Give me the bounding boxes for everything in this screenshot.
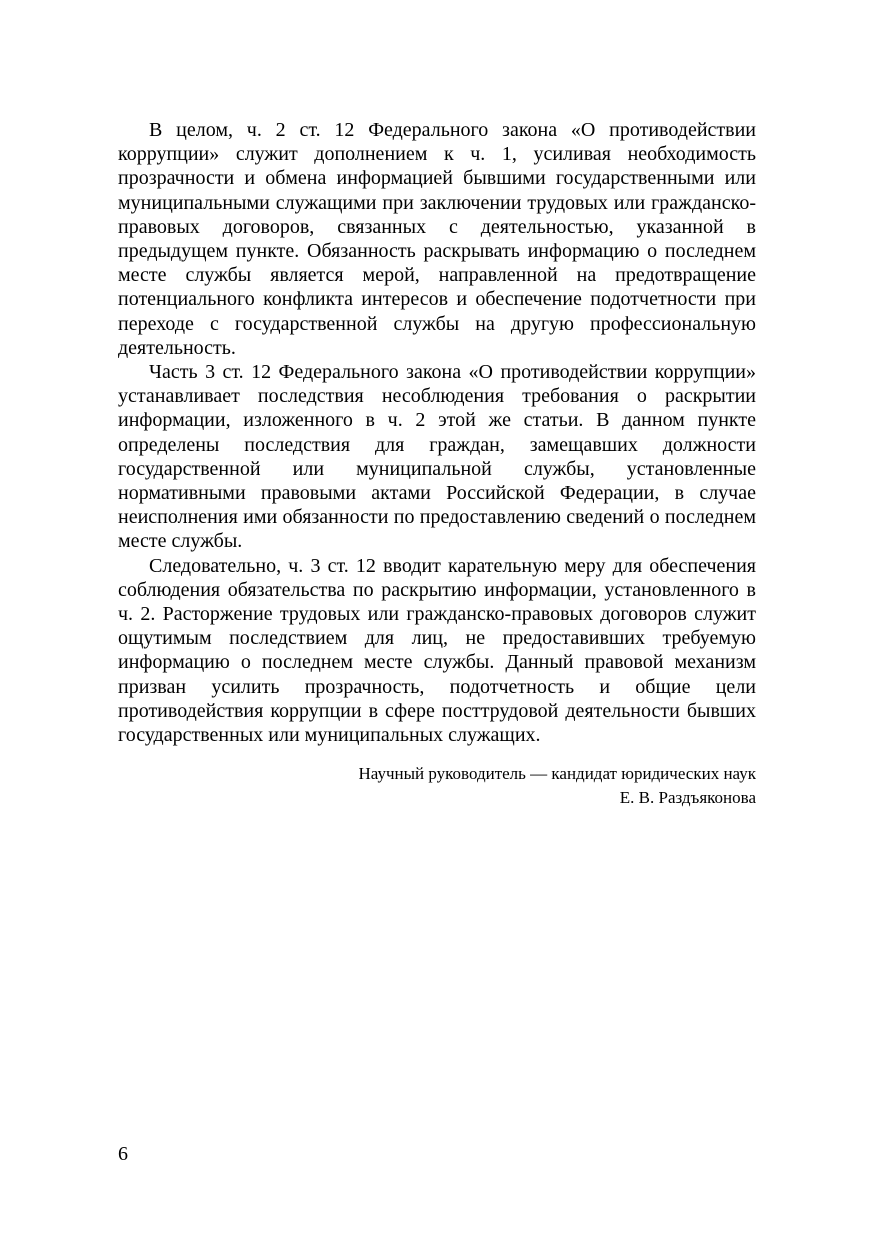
paragraph-2: Часть 3 ст. 12 Федерального закона «О противодействии коррупции» устанавливает последствия несоблюдения требования о раскрытии информации, изложенного в ч. 2 этой же статьи. В данном пункте определены последствия для граждан, замещавших должности государственной или муниципальной службы, установленные нормативными правовыми актами Российской Федерации, в случае неисполнения ими обязанности по предоставлению сведений о последнем месте службы. <box>118 361 756 553</box>
signature-block <box>118 762 756 810</box>
page-number: 6 <box>118 1143 128 1165</box>
paragraph-1: В целом, ч. 2 ст. 12 Федерального закона «О противодействии коррупции» служит дополнением к ч. 1, усиливая необходимость прозрачности и обмена информацией бывшими государственными или муниципальными служащими при заключении трудовых или гражданско-правовых договоров, связанных с деятельностью, указанной в предыдущем пункте. Обязанность раскрывать информацию о последнем месте службы является мерой, направленной на предотвращение потенциального конфликта интересов и обеспечение подотчетности при переходе с государственной службы на другую профессиональную деятельность. <box>118 119 756 359</box>
advisor-title: Научный руководитель — кандидат юридических наук <box>358 764 756 783</box>
body-text <box>118 118 756 747</box>
advisor-name: Е. В. Раздъяконова <box>619 788 756 807</box>
paragraph-3: Следовательно, ч. 3 ст. 12 вводит карательную меру для обеспечения соблюдения обязательства по раскрытию информации, установленного в ч. 2. Расторжение трудовых или гражданско-правовых договоров служит ощутимым последствием для лиц, не предоставивших требуемую информацию о последнем месте службы. Данный правовой механизм призван усилить прозрачность, подотчетность и общие цели противодействия коррупции в сфере посттрудовой деятельности бывших государственных или муниципальных служащих. <box>118 554 756 747</box>
